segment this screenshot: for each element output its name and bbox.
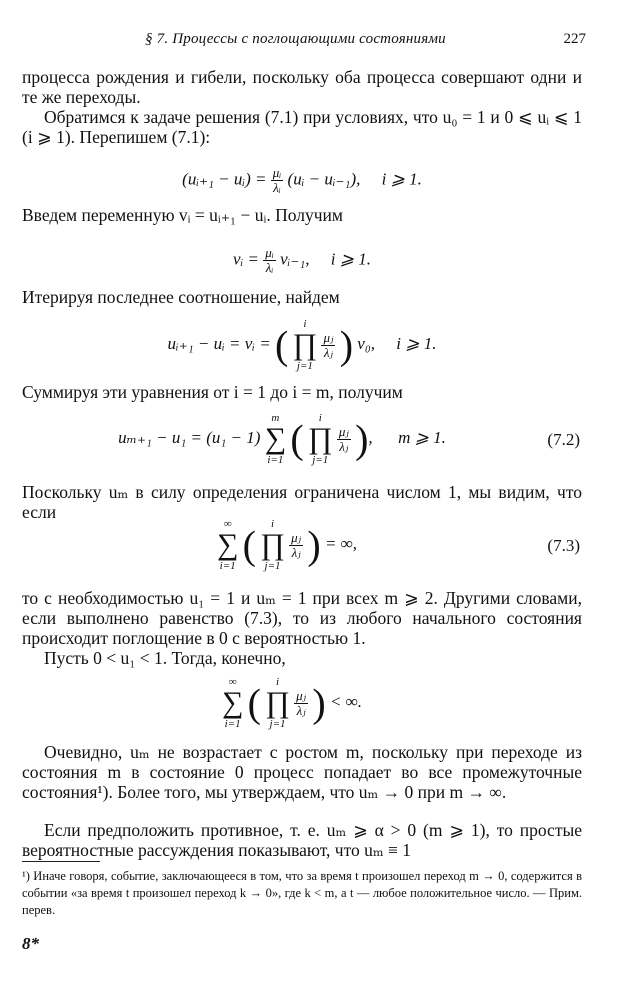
equation-1-condition: i ⩾ 1. bbox=[381, 169, 422, 189]
equation-number-7-2: (7.2) bbox=[547, 430, 580, 449]
paragraph-3: Введем переменную vᵢ = uᵢ₊₁ − uᵢ. Получим bbox=[22, 205, 343, 225]
product-lower: j=1 bbox=[312, 454, 329, 466]
paragraph-10 bbox=[22, 820, 582, 860]
sum-lower: i=1 bbox=[224, 718, 241, 730]
fraction-numerator: μⱼ bbox=[338, 423, 349, 439]
open-paren: ( bbox=[242, 522, 256, 568]
sum-symbol: ∑ bbox=[216, 528, 239, 561]
paragraph-2-text: Обратимся к задаче решения (7.1) при условиях, что u₀ = 1 и 0 ⩽ uᵢ ⩽ 1 (i ⩾ 1). Перепишем (7.1): bbox=[22, 107, 582, 147]
fraction-mu-lambda-j bbox=[337, 425, 351, 454]
equation-1 bbox=[22, 160, 582, 200]
fraction-mu-lambda-j bbox=[321, 331, 335, 360]
paragraph-6: Поскольку uₘ в силу определения ограничена числом 1, мы видим, что если bbox=[22, 482, 582, 522]
product-lower: j=1 bbox=[296, 360, 313, 372]
product-upper: i bbox=[303, 318, 307, 330]
equation-7-2: uₘ₊₁ − u₁ = (u₁ − 1) m ∑ i=1 ( i ∏ j=1 $\frac{\text{μⱼ}}{\text{λⱼ}}$ ), m ⩾ 1. (7.2) bbox=[118, 412, 580, 466]
paragraph-8-text: Пусть 0 < u₁ < 1. Тогда, конечно, bbox=[44, 648, 286, 668]
paragraph-9-text: Очевидно, uₘ не возрастает с ростом m, поскольку при переходе из состояния m в состояние 0 процесс попадает во все промежуточные состояния¹). Более того, мы утверждаем, что uₘ → 0 при m → ∞. bbox=[22, 742, 582, 802]
fraction-denominator: λⱼ bbox=[323, 344, 333, 360]
equation-3-right: v₀, bbox=[357, 333, 375, 353]
fraction-numerator: μⱼ bbox=[296, 687, 307, 703]
sum-upper: ∞ bbox=[223, 518, 232, 530]
equation-3-left: uᵢ₊₁ − uᵢ = vᵢ = bbox=[167, 333, 271, 353]
footnote: ¹) Иначе говоря, событие, заключающееся в том, что за время t произошел переход m → 0, содержится в событии «за время t произошел переход k → 0», где k < m, а t — любое положительное число. — Прим. перев. bbox=[22, 869, 582, 917]
equation-2 bbox=[22, 240, 582, 280]
fraction-numerator: μⱼ bbox=[291, 529, 302, 545]
equation-2-condition: i ⩾ 1. bbox=[330, 249, 371, 269]
equation-7-3-right: = ∞, bbox=[324, 533, 358, 553]
close-paren: ) bbox=[339, 322, 354, 368]
sum-operator bbox=[265, 412, 286, 466]
signature-mark: 8* bbox=[22, 934, 39, 953]
equation-2-left: vᵢ = bbox=[233, 249, 260, 269]
product-symbol: ∏ bbox=[265, 686, 290, 719]
product-operator bbox=[260, 518, 285, 572]
fraction-numerator: μᵢ bbox=[265, 245, 274, 260]
product-symbol: ∏ bbox=[307, 422, 333, 455]
product-operator bbox=[308, 412, 333, 466]
sum-upper: ∞ bbox=[228, 676, 237, 688]
open-paren: ( bbox=[247, 680, 261, 726]
paragraph-7: то с необходимостью u₁ = 1 и uₘ = 1 при всех m ⩾ 2. Другими словами, если выполнено равенство (7.3), то из любого начального состояния происходит поглощение в 0 с вероятностью 1. bbox=[22, 588, 582, 648]
equation-7-2-left: uₘ₊₁ − u₁ = (u₁ − 1) bbox=[118, 427, 261, 447]
sum-lower: i=1 bbox=[219, 560, 236, 572]
fraction-numerator: μᵢ bbox=[272, 165, 282, 180]
fraction-denominator: λᵢ bbox=[265, 260, 274, 275]
section-title: § 7. Процессы с поглощающими состояниями bbox=[145, 31, 446, 47]
product-upper: i bbox=[276, 676, 280, 688]
paragraph-5: Суммируя эти уравнения от i = 1 до i = m, получим bbox=[22, 382, 403, 402]
equation-3-condition: i ⩾ 1. bbox=[396, 333, 437, 353]
equation-3 bbox=[22, 312, 582, 372]
paragraph-9 bbox=[22, 742, 582, 802]
equation-6 bbox=[22, 672, 582, 734]
sum-upper: m bbox=[271, 412, 280, 424]
close-paren: ) bbox=[312, 680, 326, 726]
sum-symbol: ∑ bbox=[264, 422, 287, 455]
product-symbol: ∏ bbox=[260, 528, 285, 561]
equation-7-3 bbox=[22, 514, 582, 576]
fraction-denominator: λⱼ bbox=[296, 702, 306, 718]
equation-number-7-3: (7.3) bbox=[547, 536, 580, 555]
page-number: 227 bbox=[563, 31, 586, 47]
running-header bbox=[20, 31, 586, 53]
equation-7-2-condition: m ⩾ 1. bbox=[398, 427, 446, 447]
product-symbol: ∏ bbox=[292, 328, 318, 361]
paragraph-10-text: Если предположить противное, т. е. uₘ ⩾ α > 0 (m ⩾ 1), то простые вероятностные рассуждения показывают, что uₘ ≡ 1 bbox=[22, 820, 582, 860]
paragraph-1: процесса рождения и гибели, поскольку оба процесса совершают одни и те же переходы. bbox=[22, 67, 582, 107]
sum-symbol: ∑ bbox=[221, 686, 244, 719]
product-operator bbox=[293, 318, 318, 372]
close-paren: ) bbox=[355, 416, 369, 462]
equation-6-right: < ∞. bbox=[329, 691, 363, 711]
open-paren: ( bbox=[274, 322, 289, 368]
fraction-mu-lambda-i bbox=[271, 166, 284, 195]
fraction-denominator: λⱼ bbox=[291, 544, 301, 560]
fraction-denominator: λⱼ bbox=[339, 438, 349, 454]
paragraph-2 bbox=[22, 107, 582, 147]
product-lower: j=1 bbox=[269, 718, 286, 730]
product-upper: i bbox=[271, 518, 275, 530]
equation-2-right: vᵢ₋₁, bbox=[280, 249, 310, 269]
fraction-denominator: λᵢ bbox=[273, 180, 281, 195]
fraction-mu-lambda-j bbox=[289, 531, 303, 560]
fraction-mu-lambda-i bbox=[263, 246, 276, 275]
sum-operator bbox=[222, 676, 243, 730]
sum-lower: i=1 bbox=[267, 454, 284, 466]
paragraph-8 bbox=[22, 648, 582, 668]
equation-1-right: (uᵢ − uᵢ₋₁), bbox=[287, 169, 361, 189]
product-upper: i bbox=[318, 412, 322, 424]
close-paren: ) bbox=[307, 522, 321, 568]
footnote-rule bbox=[22, 861, 100, 862]
fraction-numerator: μⱼ bbox=[323, 329, 334, 345]
open-paren: ( bbox=[290, 416, 304, 462]
paragraph-4: Итерируя последнее соотношение, найдем bbox=[22, 287, 340, 307]
product-operator bbox=[265, 676, 290, 730]
fraction-mu-lambda-j bbox=[294, 689, 308, 718]
sum-operator bbox=[217, 518, 238, 572]
product-lower: j=1 bbox=[264, 560, 281, 572]
equation-1-left: (uᵢ₊₁ − uᵢ) = bbox=[182, 169, 267, 189]
